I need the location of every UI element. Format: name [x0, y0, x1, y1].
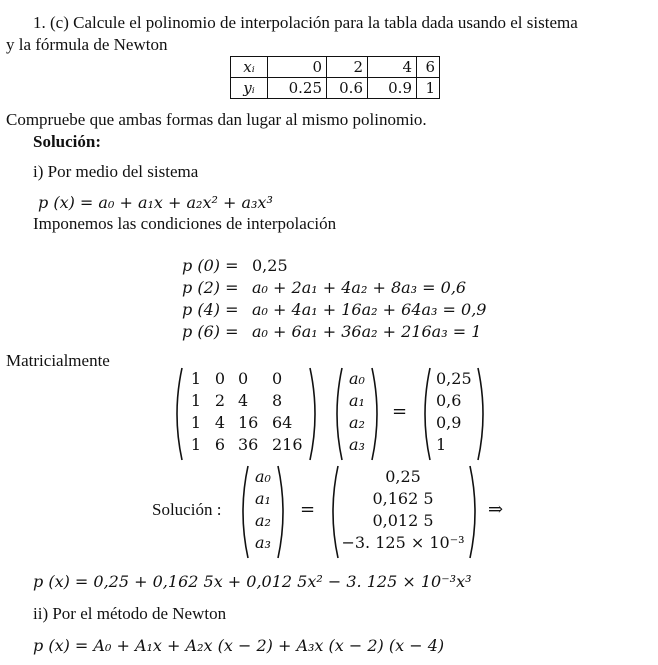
condition-lhs: p (2) = [182, 278, 239, 297]
condition-lhs: p (6) = [182, 322, 239, 341]
table-cell: 4 [368, 57, 417, 78]
table-cell: 0.9 [368, 78, 417, 99]
unknown-cell: a₀ [349, 369, 365, 388]
table-cell: 1 [417, 78, 440, 99]
equals-sign: = [392, 401, 408, 422]
matrix-cell: 16 [238, 413, 259, 432]
matrix-cell: 216 [272, 435, 303, 454]
matrix-column [210, 368, 230, 456]
matrix-column [186, 368, 206, 456]
condition-rhs: a₀ + 2a₁ + 4a₂ + 8a₃ = 0,6 [252, 278, 467, 297]
problem-line-1: 1. (c) Calcule el polinomio de interpolación para la tabla dada usando el sistema [33, 13, 578, 32]
condition-rhs: a₀ + 6a₁ + 36a₂ + 216a₃ = 1 [252, 322, 482, 341]
right-paren [368, 366, 384, 462]
matrix-cell: 1 [190, 369, 202, 388]
matrix-cell: 2 [214, 391, 226, 410]
right-paren [474, 366, 490, 462]
unknown-cell: a₁ [349, 391, 365, 410]
solution-heading: Solución: [33, 132, 102, 151]
matrix-column [272, 368, 306, 456]
left-paren [170, 366, 186, 462]
right-paren [274, 464, 290, 560]
matricially-label: Matricialmente [6, 351, 110, 370]
implies-arrow: ⇒ [488, 499, 504, 520]
rhs-vector [436, 368, 478, 456]
unknown-cell: a₁ [255, 489, 271, 508]
right-paren [306, 366, 322, 462]
table-cell: 0.25 [268, 78, 327, 99]
condition-lhs: p (0) = [182, 256, 239, 275]
unknowns-vector [344, 368, 370, 456]
solution-unknowns [250, 466, 276, 554]
matrix-cell: 4 [238, 391, 249, 410]
problem-line-3: Compruebe que ambas formas dan lugar al mismo polinomio. [6, 110, 427, 129]
matrix-cell: 1 [190, 413, 202, 432]
equals-sign: = [300, 499, 316, 520]
part-ii-heading: ii) Por el método de Newton [33, 604, 227, 623]
solution-values [338, 466, 468, 554]
data-table [230, 56, 440, 99]
matrix-cell: 64 [272, 413, 293, 432]
rhs-cell: 0,6 [436, 391, 462, 410]
matrix-cell: 0 [214, 369, 226, 388]
table-cell: 2 [327, 57, 368, 78]
unknown-cell: a₂ [349, 413, 365, 432]
matrix-cell: 6 [214, 435, 226, 454]
rhs-cell: 1 [436, 435, 447, 454]
table-header-x: xᵢ [231, 57, 268, 78]
table-cell: 6 [417, 57, 440, 78]
unknown-cell: a₃ [255, 533, 271, 552]
impose-conditions-text: Imponemos las condiciones de interpolación [33, 214, 337, 233]
left-paren [418, 366, 434, 462]
condition-rhs: 0,25 [252, 256, 288, 275]
solution-cell: −3. 125 × 10⁻³ [341, 533, 465, 552]
result-polynomial: p (x) = 0,25 + 0,162 5x + 0,012 5x² − 3. 125 × 10⁻³x³ [33, 572, 472, 591]
solution-label: Solución : [152, 500, 222, 519]
matrix-column [238, 368, 266, 456]
matrix-cell: 0 [272, 369, 283, 388]
solution-cell: 0,012 5 [372, 511, 434, 530]
general-polynomial: p (x) = a₀ + a₁x + a₂x² + a₃x³ [38, 193, 273, 212]
table-row-y [231, 78, 440, 99]
solution-cell: 0,25 [385, 467, 421, 486]
rhs-cell: 0,9 [436, 413, 462, 432]
problem-line-2: y la fórmula de Newton [6, 35, 168, 54]
newton-form: p (x) = A₀ + A₁x + A₂x (x − 2) + A₃x (x − 2) (x − 4) [33, 636, 445, 655]
table-cell: 0.6 [327, 78, 368, 99]
unknown-cell: a₂ [255, 511, 271, 530]
unknown-cell: a₀ [255, 467, 271, 486]
matrix-cell: 36 [238, 435, 259, 454]
rhs-cell: 0,25 [436, 369, 472, 388]
matrix-cell: 8 [272, 391, 283, 410]
unknown-cell: a₃ [349, 435, 365, 454]
matrix-cell: 1 [190, 435, 202, 454]
matrix-cell: 0 [238, 369, 249, 388]
matrix-cell: 1 [190, 391, 202, 410]
right-paren [466, 464, 482, 560]
solution-cell: 0,162 5 [372, 489, 434, 508]
table-row-x [231, 57, 440, 78]
matrix-cell: 4 [214, 413, 226, 432]
part-i-heading: i) Por medio del sistema [33, 162, 199, 181]
table-cell: 0 [268, 57, 327, 78]
condition-rhs: a₀ + 4a₁ + 16a₂ + 64a₃ = 0,9 [252, 300, 487, 319]
condition-lhs: p (4) = [182, 300, 239, 319]
table-header-y: yᵢ [231, 78, 268, 99]
